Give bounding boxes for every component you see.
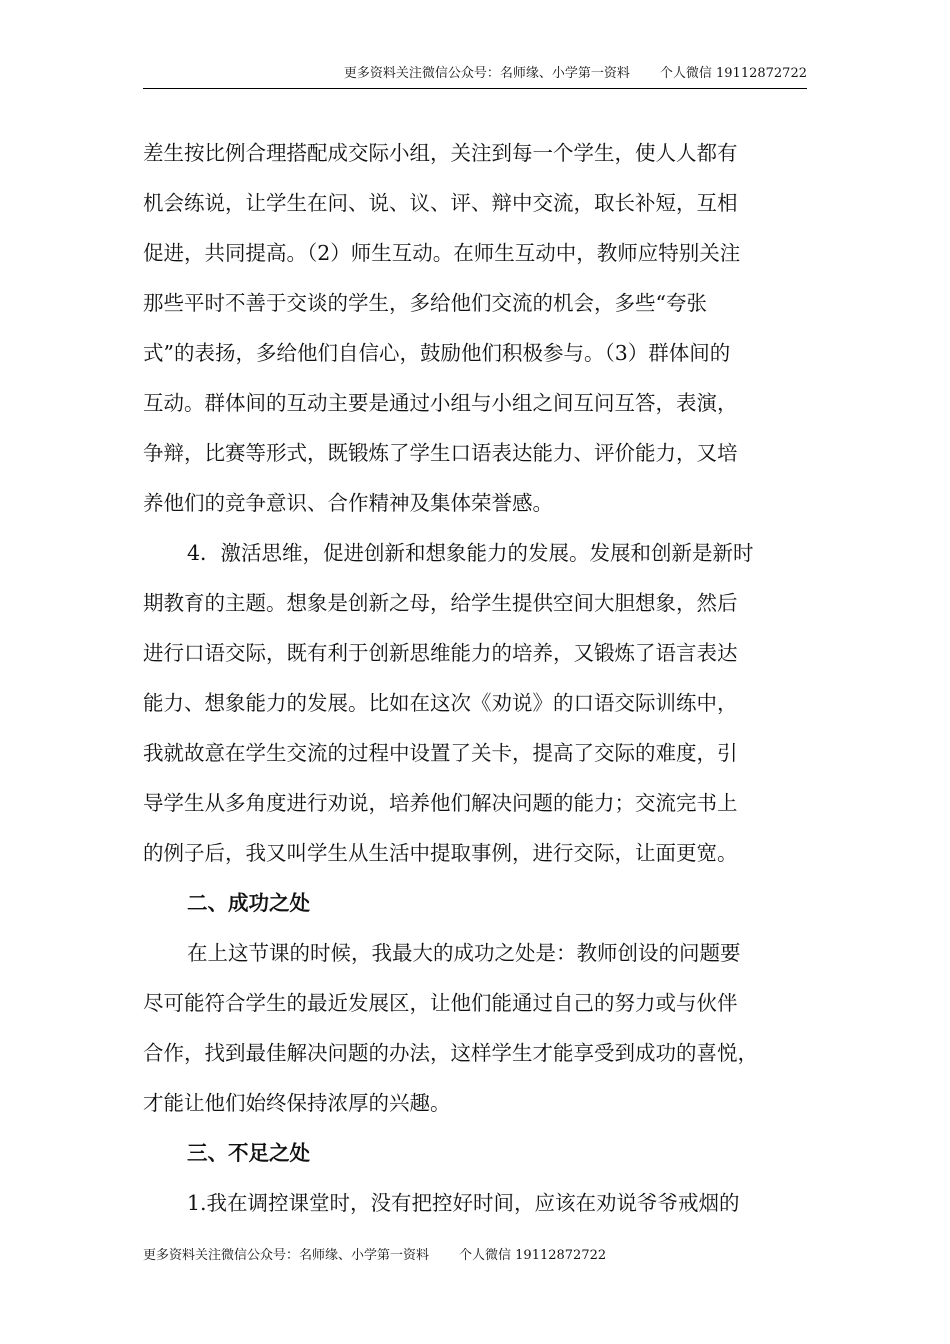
page-header <box>143 64 807 89</box>
text-line: 合作，找到最佳解决问题的办法，这样学生才能享受到成功的喜悦， <box>143 1041 758 1065</box>
text-line: 才能让他们始终保持浓厚的兴趣。 <box>143 1091 451 1115</box>
text-line: 4．激活思维，促进创新和想象能力的发展。发展和创新是新时 <box>187 541 754 565</box>
text-line: 导学生从多角度进行劝说，培养他们解决问题的能力；交流完书上 <box>143 791 738 815</box>
footer-contact: 个人微信 19112872722 <box>459 1248 607 1263</box>
text-line: 差生按比例合理搭配成交际小组，关注到每一个学生，使人人都有 <box>143 141 738 165</box>
text-line: 尽可能符合学生的最近发展区，让他们能通过自己的努力或与伙伴 <box>143 991 738 1015</box>
text-line: 期教育的主题。想象是创新之母，给学生提供空间大胆想象，然后 <box>143 591 738 615</box>
text-line: 互动。群体间的互动主要是通过小组与小组之间互问互答，表演， <box>143 391 738 415</box>
text-line: 进行口语交际，既有利于创新思维能力的培养，又锻炼了语言表达 <box>143 641 738 665</box>
header-text: 更多资料关注微信公众号：名师缘、小学第一资料 <box>343 66 630 81</box>
header-contact: 个人微信 19112872722 <box>659 66 807 81</box>
text-line: 式”的表扬，多给他们自信心，鼓励他们积极参与。（3）群体间的 <box>143 341 731 365</box>
section-heading-shortcomings: 三、不足之处 <box>187 1141 310 1165</box>
section-heading-success: 二、成功之处 <box>187 891 310 915</box>
text-line: 机会练说，让学生在问、说、议、评、辩中交流，取长补短，互相 <box>143 191 738 215</box>
text-line: 的例子后，我又叫学生从生活中提取事例，进行交际，让面更宽。 <box>143 841 738 865</box>
text-line: 在上这节课的时候，我最大的成功之处是：教师创设的问题要 <box>187 941 741 965</box>
text-line: 养他们的竞争意识、合作精神及集体荣誉感。 <box>143 491 553 515</box>
text-line: 促进，共同提高。（2）师生互动。在师生互动中，教师应特别关注 <box>143 241 741 265</box>
text-line: 那些平时不善于交谈的学生，多给他们交流的机会，多些“夸张 <box>143 291 707 315</box>
footer-text: 更多资料关注微信公众号：名师缘、小学第一资料 <box>143 1248 430 1263</box>
body-text <box>143 128 807 1228</box>
text-line: 1.我在调控课堂时，没有把控好时间，应该在劝说爷爷戒烟的 <box>187 1191 740 1215</box>
page-footer <box>143 1246 606 1266</box>
text-line: 我就故意在学生交流的过程中设置了关卡，提高了交际的难度，引 <box>143 741 738 765</box>
text-line: 争辩，比赛等形式，既锻炼了学生口语表达能力、评价能力，又培 <box>143 441 738 465</box>
text-line: 能力、想象能力的发展。比如在这次《劝说》的口语交际训练中， <box>143 691 738 715</box>
